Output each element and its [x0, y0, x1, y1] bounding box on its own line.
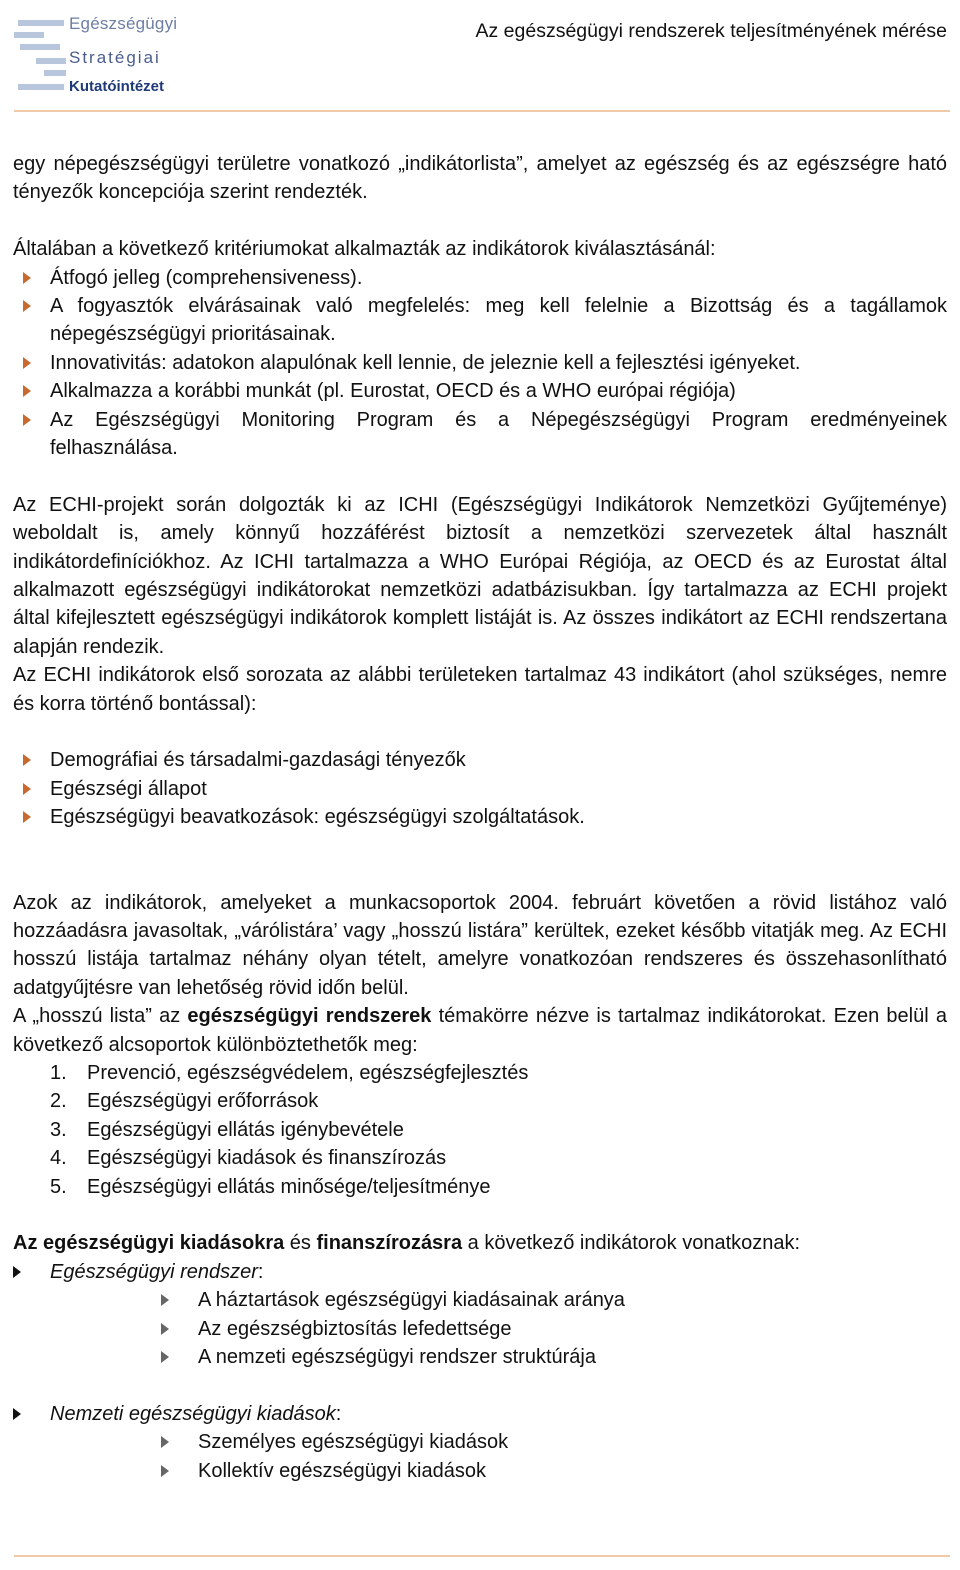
- echi-first-set-paragraph: Az ECHI indikátorok első sorozata az alábbi területeken tartalmaz 43 indikátort (ahol szükséges, nemre és korra történő bontással):: [13, 664, 947, 715]
- triangle-bullet-icon: [23, 754, 31, 766]
- list-item: Demográfiai és társadalmi-gazdasági tényezők: [13, 746, 947, 774]
- ichi-paragraph: Az ECHI-projekt során dolgozták ki az ICHI (Egészségügyi Indikátorok Nemzetközi Gyűjteménye) weboldalt is, amely könnyű hozzáférést biztosít a nemzetközi szervezetek által használt indikátordefiníciókhoz. Az ICHI tartalmazza a WHO Európai Régiója, az OECD és az Eurostat által alkalmazott egészségügyi indikátorokat nemzetközi adatbázisukban. Így tartalmazza az ECHI projekt által kifejlesztett egészségügyi indikátorok komplett listáját is. Az összes indikátort az ECHI rendszertana alapján rendezik.: [13, 493, 947, 658]
- list-item: Átfogó jelleg (comprehensiveness).: [13, 264, 947, 292]
- triangle-outline-icon: [161, 1436, 169, 1448]
- list-item: 3. Egészségügyi ellátás igénybevétele: [50, 1118, 404, 1141]
- triangle-bullet-icon: [23, 357, 31, 369]
- financing-group-1-items: [161, 1286, 947, 1371]
- document-body: [13, 150, 947, 1485]
- triangle-bullet-icon: [23, 272, 31, 284]
- areas-list: [13, 746, 947, 831]
- triangle-bullet-icon: [13, 1266, 21, 1278]
- financing-intro: Az egészségügyi kiadásokra és finanszírozásra a következő indikátorok vonatkoznak:: [13, 1232, 801, 1255]
- triangle-bullet-icon: [23, 783, 31, 795]
- list-item: A háztartások egészségügyi kiadásainak aránya: [161, 1286, 947, 1314]
- triangle-bullet-icon: [23, 414, 31, 426]
- list-item: 4. Egészségügyi kiadások és finanszírozás: [50, 1147, 447, 1170]
- list-item: Egészségügyi beavatkozások: egészségügyi szolgáltatások.: [13, 803, 947, 831]
- triangle-outline-icon: [161, 1465, 169, 1477]
- criteria-list: [13, 264, 947, 463]
- financing-group-2-items: [161, 1428, 947, 1485]
- subgroups-list: [13, 1059, 947, 1201]
- header-divider: [14, 110, 950, 112]
- long-list-paragraph: Azok az indikátorok, amelyeket a munkacsoportok 2004. februárt követően a rövid listához való hozzáadásra javasoltak, „várólistára’ vagy „hosszú listára” kerültek, ezeket később vitatják meg. Az ECHI hosszú listája tartalmaz néhány olyan tételt, amelyre vonatkozóan rendszeres és összehasonlítható adatgyűjtésre van lehetőség rövid időn belül.: [13, 891, 947, 999]
- list-item: Az egészségbiztosítás lefedettsége: [161, 1315, 947, 1343]
- list-item: A nemzeti egészségügyi rendszer struktúrája: [161, 1343, 947, 1371]
- list-item: Innovativitás: adatokon alapulónak kell lennie, de jeleznie kell a fejlesztési igényeket.: [13, 349, 947, 377]
- list-item: Nemzeti egészségügyi kiadások:: [13, 1400, 947, 1428]
- triangle-bullet-icon: [23, 300, 31, 312]
- criteria-intro: Általában a következő kritériumokat alkalmazták az indikátorok kiválasztásánál:: [13, 238, 716, 261]
- list-item: Személyes egészségügyi kiadások: [161, 1428, 947, 1456]
- running-header-title: Az egészségügyi rendszerek teljesítményének mérése: [475, 20, 947, 42]
- logo-text-line3: Kutatóintézet: [69, 78, 164, 95]
- financing-group-1: [13, 1258, 947, 1286]
- triangle-outline-icon: [161, 1294, 169, 1306]
- health-systems-paragraph: A „hosszú lista” az egészségügyi rendszerek témakörre nézve is tartalmaz indikátorokat. Ezen belül a következő alcsoportok különböztethetők meg:: [13, 1005, 948, 1056]
- list-item: Az Egészségügyi Monitoring Program és a Népegészségügyi Program eredményeinek felhasználása.: [13, 406, 947, 463]
- triangle-outline-icon: [161, 1351, 169, 1363]
- logo-text-line2: Stratégiai: [69, 48, 161, 67]
- institute-logo: [14, 12, 194, 102]
- list-item: Egészségi állapot: [13, 775, 947, 803]
- triangle-bullet-icon: [23, 811, 31, 823]
- footer-divider: [14, 1555, 950, 1557]
- intro-paragraph: egy népegészségügyi területre vonatkozó „indikátorlista”, amelyet az egészség és az egészségre ható tényezők koncepciója szerint rendezték.: [13, 153, 947, 204]
- list-item: Kollektív egészségügyi kiadások: [161, 1457, 947, 1485]
- list-item: A fogyasztók elvárásainak való megfelelés: meg kell felelnie a Bizottság és a tagállamok népegészségügyi prioritásainak.: [13, 292, 947, 349]
- list-item: 5. Egészségügyi ellátás minősége/teljesítménye: [50, 1175, 491, 1198]
- page-header: [0, 0, 960, 112]
- list-item: 2. Egészségügyi erőforrások: [50, 1090, 319, 1113]
- list-item: Alkalmazza a korábbi munkát (pl. Eurostat, OECD és a WHO európai régiója): [13, 377, 947, 405]
- triangle-bullet-icon: [13, 1408, 21, 1420]
- list-item: Egészségügyi rendszer:: [13, 1258, 947, 1286]
- triangle-outline-icon: [161, 1323, 169, 1335]
- financing-group-2: [13, 1400, 947, 1428]
- triangle-bullet-icon: [23, 385, 31, 397]
- logo-text-line1: Egészségügyi: [69, 14, 178, 33]
- list-item: 1. Prevenció, egészségvédelem, egészségfejlesztés: [50, 1061, 529, 1084]
